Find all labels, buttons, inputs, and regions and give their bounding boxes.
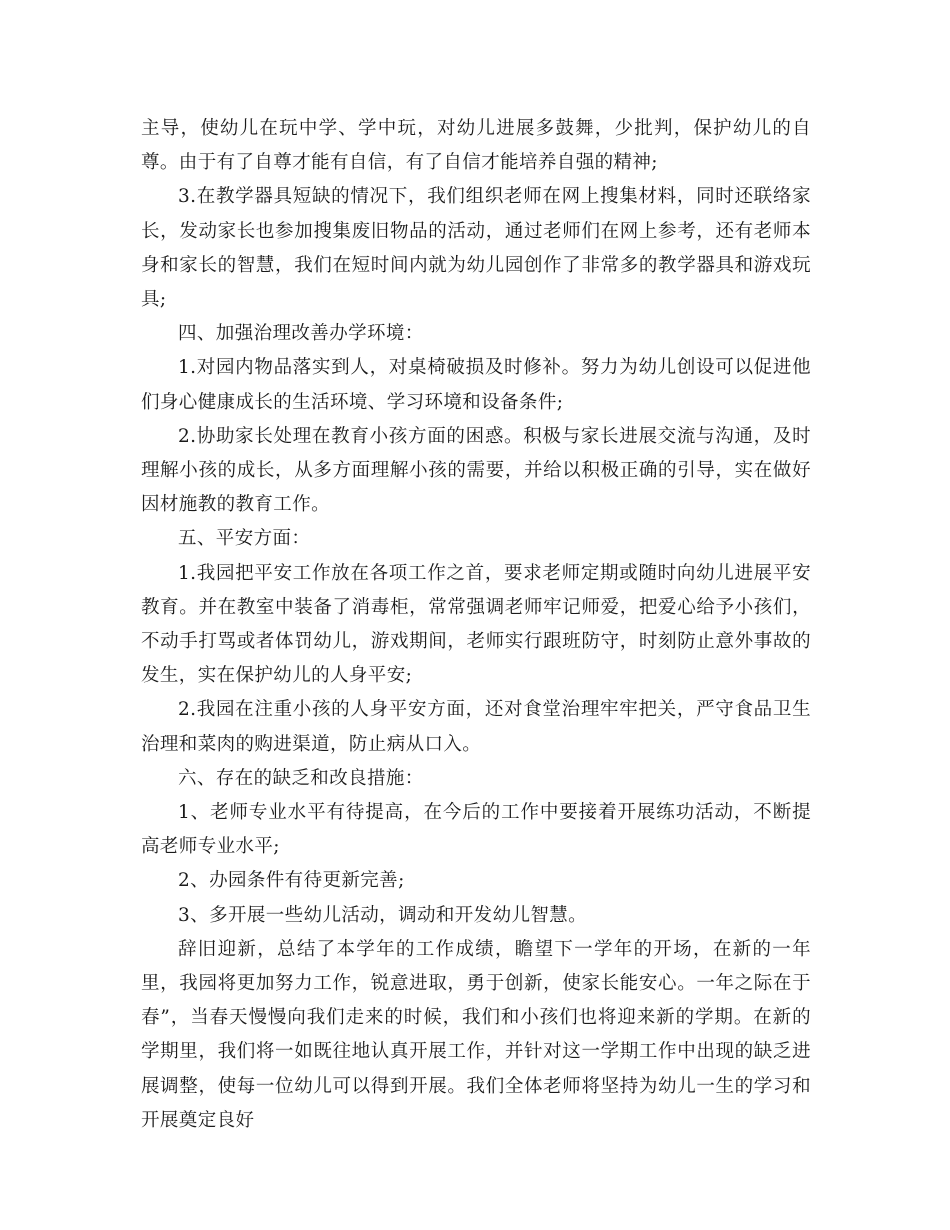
paragraph-6-2: 2、办园条件有待更新完善;: [178, 870, 405, 892]
closing-paragraph: 辞旧迎新，总结了本学年的工作成绩，瞻望下一学年的开场，在新的一年里，我园将更加努力工作，锐意进取，勇于创新，使家长能安心。一年之际在于春”，当春天慢慢向我们走来的时候，我们和小孩们也将迎来新的学期。在新的学期里，我们将一如既往地认真开展工作，并针对这一学期工作中出现的缺乏进展调整，使每一位幼儿可以得到开展。我们全体老师将坚持为幼儿一生的学习和开展奠定良好: [141, 938, 811, 1131]
paragraph-6-1: 1、老师专业水平有待提高，在今后的工作中要接着开展练功活动，不断提高老师专业水平;: [141, 802, 811, 858]
paragraph-6-3: 3、多开展一些幼儿活动，调动和开发幼儿智慧。: [178, 904, 588, 926]
document-body: [141, 112, 811, 1138]
paragraph-5-1: 1.我园把平安工作放在各项工作之首，要求老师定期或随时向幼儿进展平安教育。并在教室中装备了消毒柜，常常强调老师牢记师爱，把爱心给予小孩们，不动手打骂或者体罚幼儿，游戏期间，老师实行跟班防守，时刻防止意外事故的发生，实在保护幼儿的人身平安;: [141, 562, 811, 687]
section-heading-5: 五、平安方面：: [178, 528, 311, 550]
paragraph-2: 3.在教学器具短缺的情况下，我们组织老师在网上搜集材料，同时还联络家长，发动家长也参加搜集废旧物品的活动，通过老师们在网上参考，还有老师本身和家长的智慧，我们在短时间内就为幼儿园创作了非常多的教学器具和游戏玩具;: [141, 186, 811, 311]
paragraph-1: 主导，使幼儿在玩中学、学中玩，对幼儿进展多鼓舞，少批判，保护幼儿的自尊。由于有了自尊才能有自信，有了自信才能培养自强的精神;: [141, 118, 811, 174]
section-heading-6: 六、存在的缺乏和改良措施：: [178, 767, 424, 789]
paragraph-5-2: 2.我园在注重小孩的人身平安方面，还对食堂治理牢牢把关，严守食品卫生治理和菜肉的购进渠道，防止病从口入。: [141, 699, 811, 755]
paragraph-4-2: 2.协助家长处理在教育小孩方面的困惑。积极与家长进展交流与沟通，及时理解小孩的成长，从多方面理解小孩的需要，并给以积极正确的引导，实在做好因材施教的教育工作。: [141, 425, 811, 516]
section-heading-4: 四、加强治理改善办学环境：: [178, 323, 424, 345]
paragraph-4-1: 1.对园内物品落实到人，对桌椅破损及时修补。努力为幼儿创设可以促进他们身心健康成长的生活环境、学习环境和设备条件;: [141, 357, 811, 413]
